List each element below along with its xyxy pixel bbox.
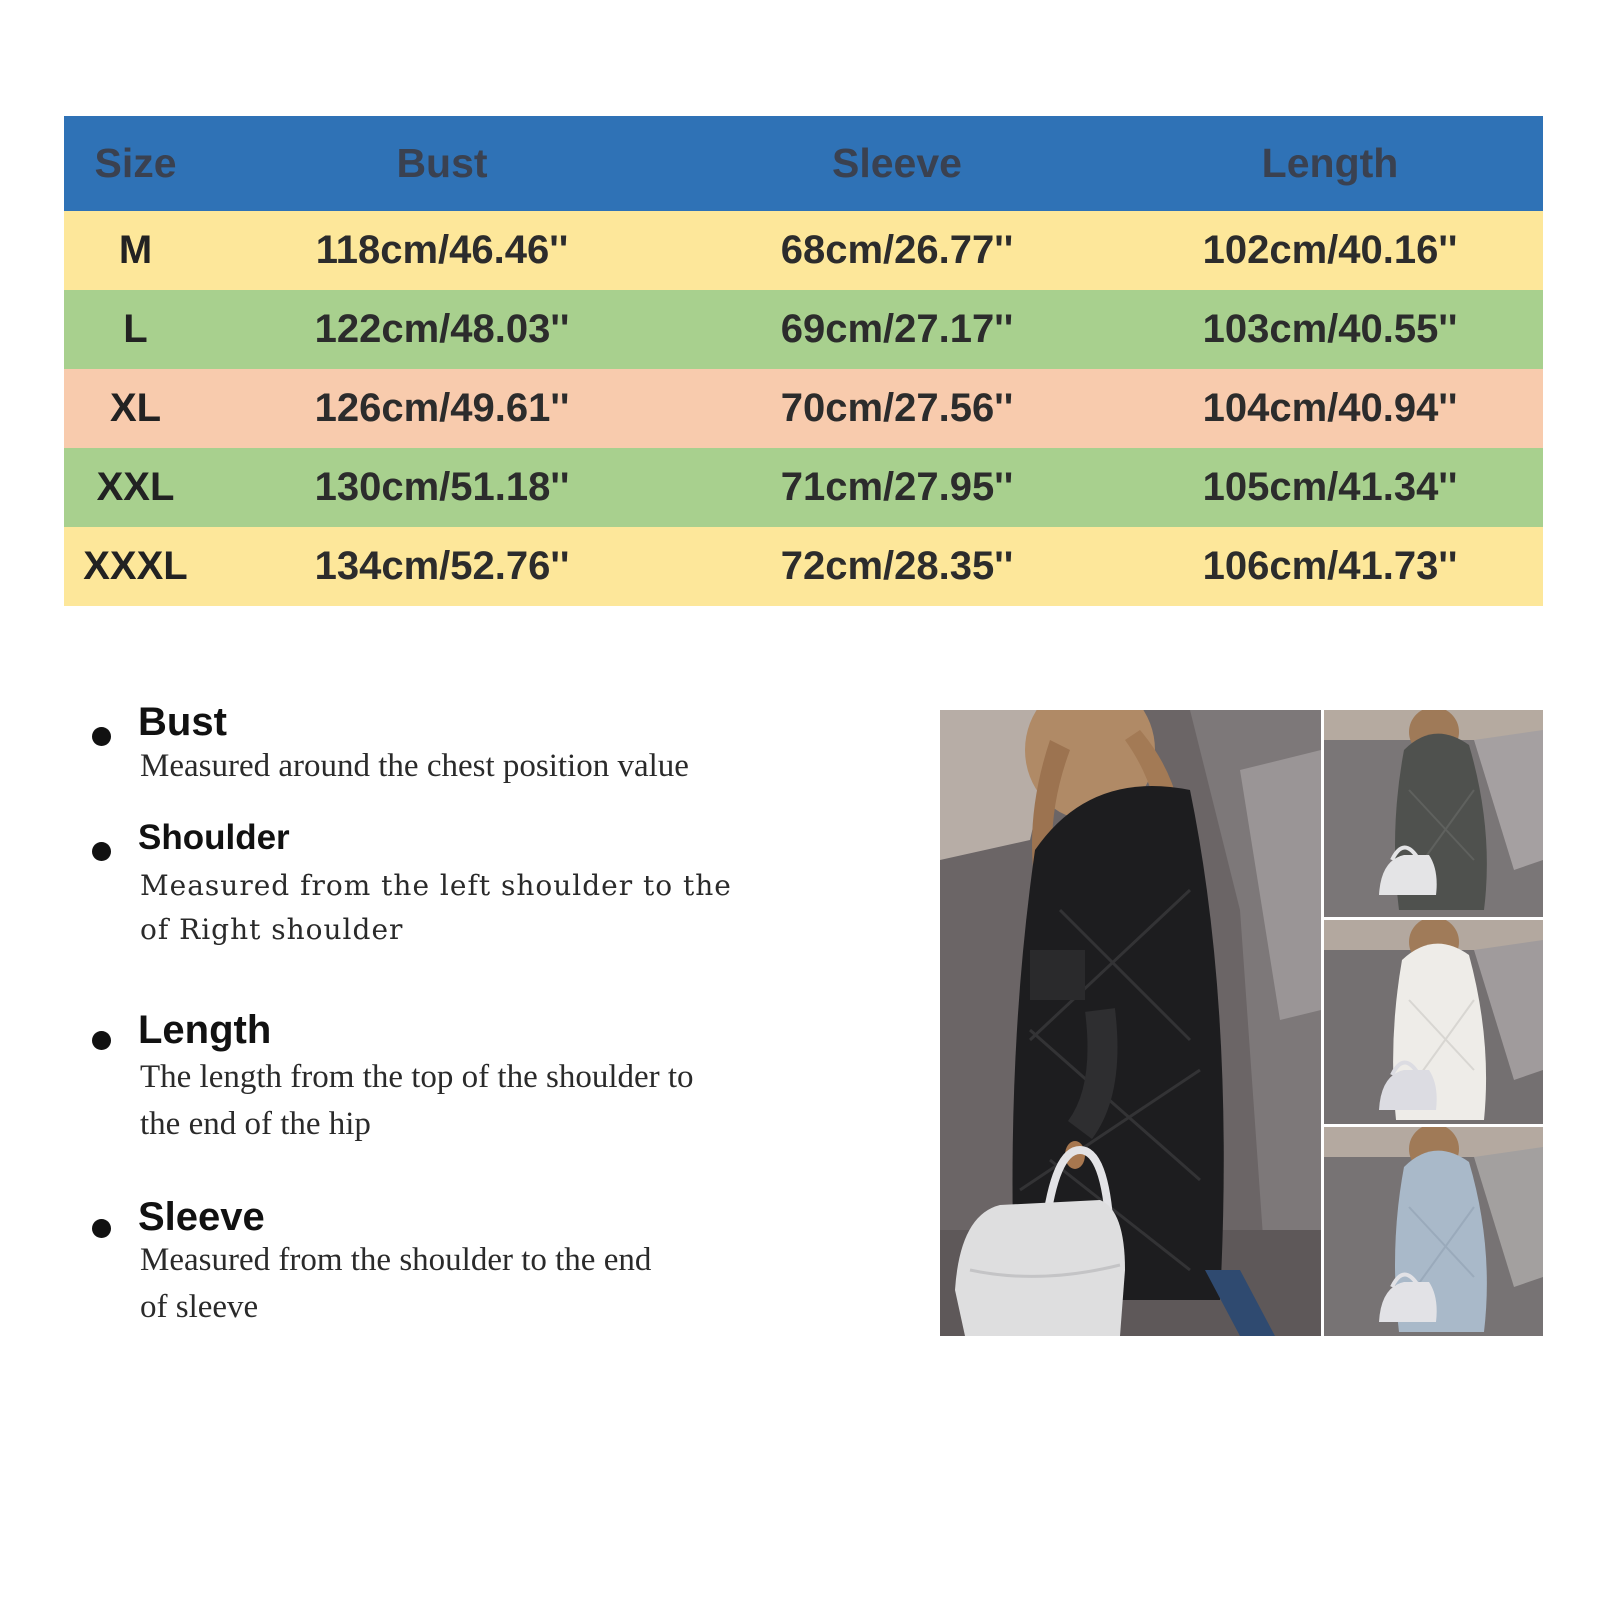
- cell-bust: 126cm/49.61'': [314, 386, 570, 430]
- product-photo-collage: [940, 710, 1543, 1336]
- product-photo-light-blue-coat: [1324, 1127, 1543, 1336]
- guide-title: Length: [138, 1008, 272, 1052]
- cell-length: 104cm/40.94'': [1202, 386, 1458, 430]
- product-photo-black-coat: [940, 710, 1321, 1336]
- cell-sleeve: 72cm/28.35'': [780, 544, 1014, 588]
- cell-bust: 122cm/48.03'': [314, 307, 570, 351]
- product-photo-white-coat: [1324, 920, 1543, 1124]
- cell-sleeve: 69cm/27.17'': [780, 307, 1014, 351]
- header-bust: Bust: [396, 140, 488, 186]
- guide-title: Shoulder: [138, 818, 290, 857]
- table-row: [64, 448, 1543, 527]
- guide-description: The length from the top of the shoulder to: [140, 1059, 694, 1095]
- cell-sleeve: 71cm/27.95'': [780, 465, 1014, 509]
- cell-size: M: [118, 228, 153, 272]
- header-length: Length: [1261, 140, 1399, 186]
- header-size: Size: [94, 140, 177, 186]
- guide-title: Sleeve: [138, 1195, 265, 1239]
- cell-bust: 130cm/51.18'': [314, 465, 570, 509]
- bullet-icon: [92, 727, 111, 746]
- size-chart-table: [64, 116, 1543, 606]
- table-row: [64, 290, 1543, 369]
- cell-size: XL: [109, 386, 162, 430]
- bullet-icon: [92, 842, 111, 861]
- guide-description: Measured from the left shoulder to the: [140, 869, 732, 902]
- table-row: [64, 369, 1543, 448]
- guide-description: of Right shoulder: [140, 913, 404, 946]
- cell-bust: 118cm/46.46'': [315, 228, 569, 272]
- cell-length: 105cm/41.34'': [1202, 465, 1458, 509]
- cell-sleeve: 68cm/26.77'': [780, 228, 1014, 272]
- cell-length: 106cm/41.73'': [1202, 544, 1458, 588]
- cell-length: 103cm/40.55'': [1202, 307, 1458, 351]
- product-photo-gray-coat: [1324, 710, 1543, 917]
- header-sleeve: Sleeve: [832, 140, 962, 186]
- table-row: [64, 527, 1543, 606]
- guide-description: of sleeve: [140, 1289, 259, 1325]
- cell-size: XXXL: [83, 544, 188, 588]
- cell-length: 102cm/40.16'': [1202, 228, 1458, 272]
- size-chart-header-row: [64, 116, 1543, 211]
- cell-bust: 134cm/52.76'': [314, 544, 570, 588]
- guide-title: Bust: [138, 700, 227, 744]
- guide-description: Measured from the shoulder to the end: [140, 1242, 652, 1278]
- bullet-icon: [92, 1031, 111, 1050]
- bullet-icon: [92, 1219, 111, 1238]
- cell-size: XXL: [96, 465, 175, 509]
- cell-size: L: [123, 307, 148, 351]
- guide-description: the end of the hip: [140, 1106, 371, 1142]
- guide-description: Measured around the chest position value: [140, 748, 689, 784]
- table-row: [64, 211, 1543, 290]
- cell-sleeve: 70cm/27.56'': [780, 386, 1014, 430]
